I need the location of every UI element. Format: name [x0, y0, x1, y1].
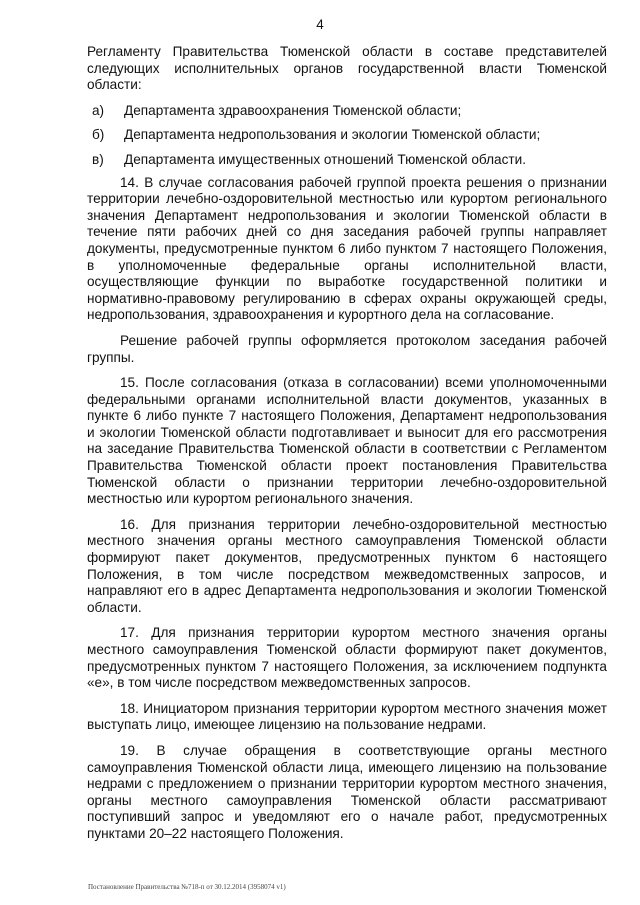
paragraph-16: 16. Для признания территории лечебно-оздоровительной местностью местного значения органы местного самоуправления Тюменской области формируют пакет документов, предусмотренных пунктом 6 настоящего Положения, в том числе посредством межведомственных запросов, и направляют его в адрес Департамента недропользования и экологии Тюменской области. — [87, 516, 607, 615]
paragraph-15: 15. После согласования (отказа в согласовании) всеми уполномоченными федеральными органами исполнительной власти документов, указанных в пункте 6 либо пункте 7 настоящего Положения, Департамент недропользования и экологии Тюменской области подготавливает и выносит для его рассмотрения на заседание Правительства Тюменской области в соответствии с Регламентом Правительства Тюменской области проект постановления Правительства Тюменской области о признании территории лечебно-оздоровительной местностью или курортом регионального значения. — [87, 375, 607, 507]
page-number: 4 — [316, 17, 324, 32]
paragraph-18: 18. Инициатором признания территории курортом местного значения может выступать лицо, имеющее лицензию на пользование недрами. — [87, 700, 607, 733]
list-marker: в) — [92, 151, 104, 167]
paragraph-19: 19. В случае обращения в соответствующие органы местного самоуправления Тюменской области лица, имеющего лицензию на пользование недрами с предложением о признании территории курортом местного значения, органы местного самоуправления Тюменской области рассматривают поступивший запрос и уведомляют его о начале работ, предусмотренных пунктами 20–22 настоящего Положения. — [87, 742, 607, 841]
list-item-text: Департамента недропользования и экологии Тюменской области; — [124, 127, 541, 143]
paragraph-working-group-decision: Решение рабочей группы оформляется протоколом заседания рабочей группы. — [87, 332, 607, 365]
department-list — [87, 103, 607, 169]
list-item — [87, 152, 607, 169]
list-item-text: Департамента имущественных отношений Тюменской области. — [124, 151, 526, 167]
list-marker: б) — [92, 127, 105, 143]
document-body — [87, 44, 607, 852]
paragraph-14: 14. В случае согласования рабочей группой проекта решения о признании территории лечебно-оздоровительной местностью или курортом регионального значения Департамент недропользования и экологии Тюменской области в течение пяти рабочих дней со дня заседания рабочей группы направляет документы, предусмотренные пунктом 6 либо пунктом 7 настоящего Положения, в уполномоченные федеральные органы исполнительной власти, осуществляющие функции по выработке государственной политики и нормативно-правовому регулированию в сферах охраны окружающей среды, недропользования, здравоохранения и курортного дела на согласование. — [87, 174, 607, 323]
document-footer: Постановление Правительства №718-п от 30.12.2014 (3958074 v1) — [88, 883, 286, 891]
paragraph-17: 17. Для признания территории курортом местного значения органы местного самоуправления Тюменской области формируют пакет документов, предусмотренных пунктом 7 настоящего Положения, за исключением подпункта «е», в том числе посредством межведомственных запросов. — [87, 625, 607, 691]
intro-paragraph: Регламенту Правительства Тюменской области в составе представителей следующих исполнительных органов государственной власти Тюменской области: — [87, 44, 607, 93]
list-marker: а) — [92, 102, 105, 118]
list-item-text: Департамента здравоохранения Тюменской области; — [124, 102, 462, 118]
list-item — [87, 103, 607, 120]
list-item — [87, 127, 607, 144]
